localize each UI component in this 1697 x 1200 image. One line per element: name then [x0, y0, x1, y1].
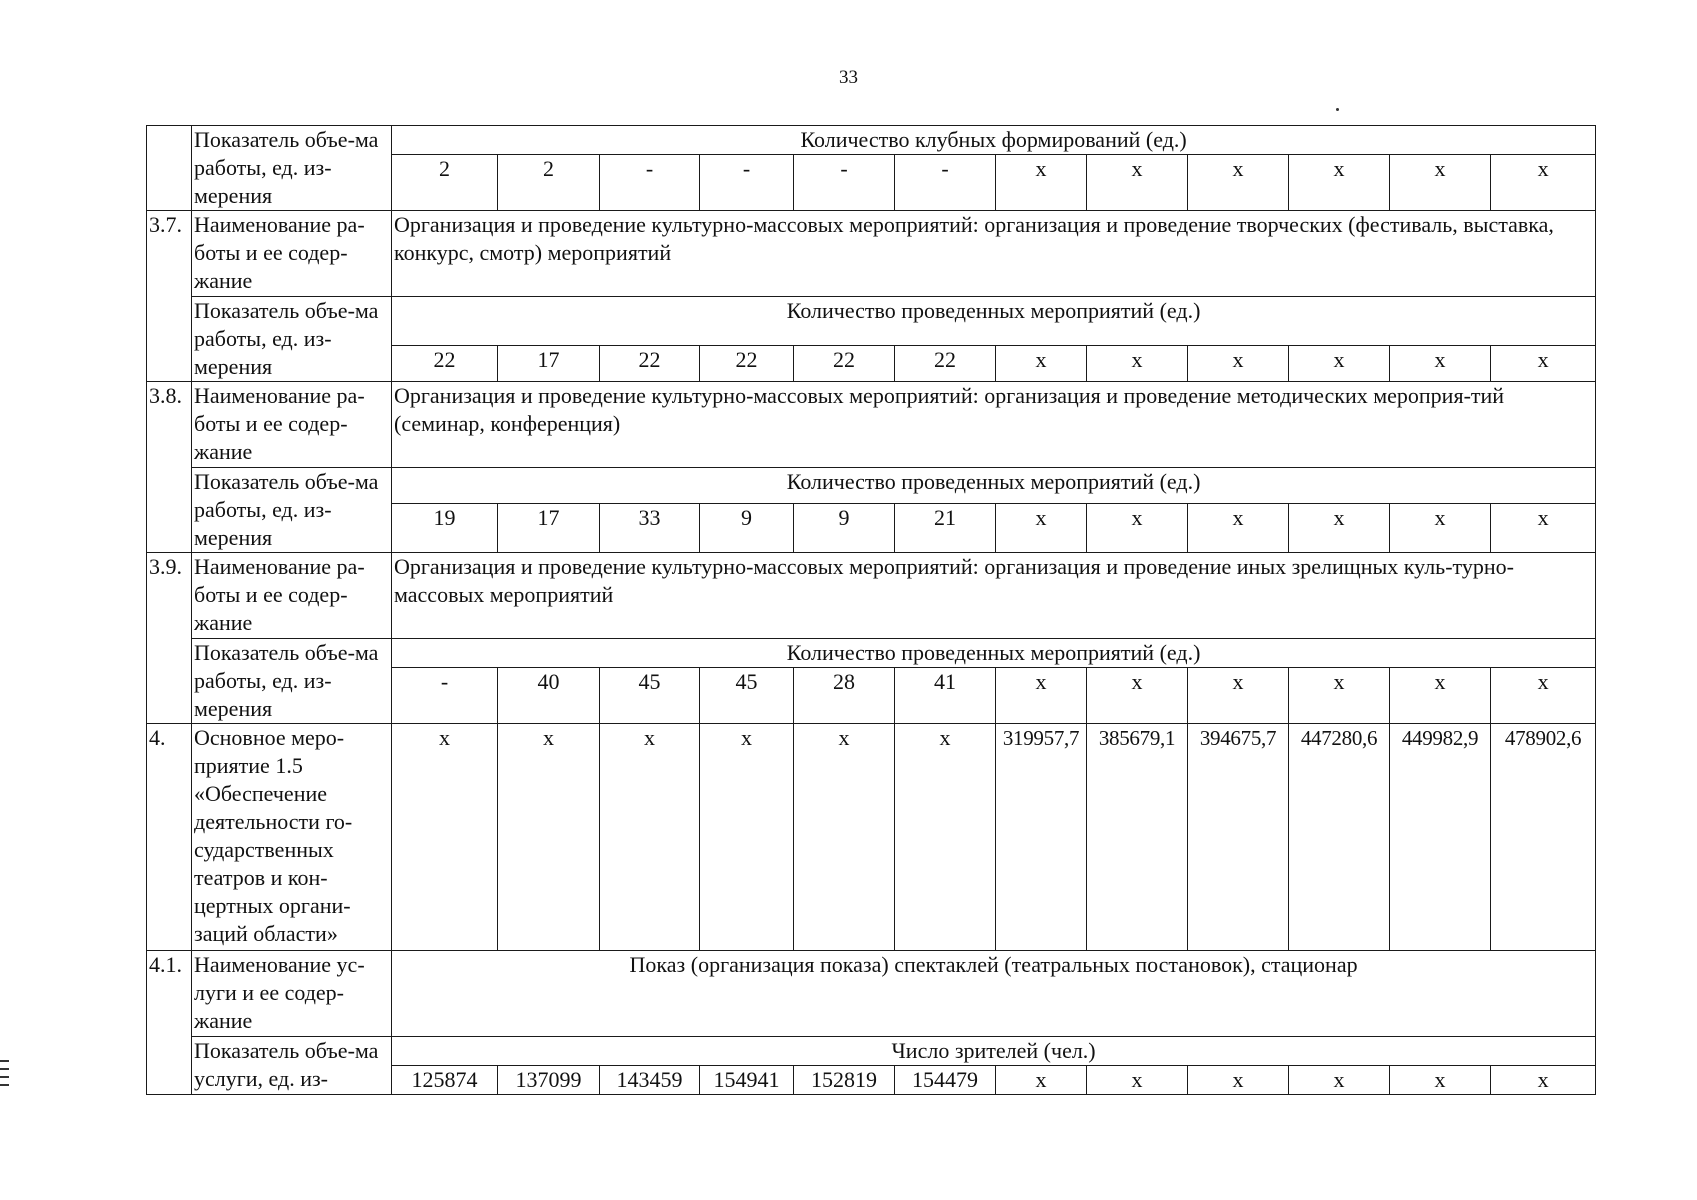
- value-cell: x: [1188, 504, 1289, 553]
- row-label: Показатель объе-ма работы, ед. из-мерения: [192, 297, 392, 382]
- value-cell: x: [1390, 155, 1491, 211]
- row-label: Наименование ус-луги и ее содер-жание: [192, 951, 392, 1037]
- row-label: Наименование ра-боты и ее содер-жание: [192, 553, 392, 639]
- value-cell: x: [1087, 345, 1188, 381]
- value-cell: x: [1289, 1066, 1390, 1095]
- value-cell: x: [498, 724, 600, 951]
- scan-dot: [1336, 108, 1339, 111]
- row-number-empty: [147, 126, 192, 211]
- value-cell: x: [1491, 504, 1596, 553]
- row-number: 3.8.: [147, 382, 192, 553]
- value-cell: 22: [600, 345, 700, 381]
- value-cell: 2: [498, 155, 600, 211]
- value-cell: x: [996, 504, 1087, 553]
- table-row: [147, 724, 1596, 951]
- value-cell: 45: [700, 668, 794, 724]
- row-label: Наименование ра-боты и ее содер-жание: [192, 382, 392, 468]
- value-cell: x: [1390, 345, 1491, 381]
- value-cell: x: [1289, 345, 1390, 381]
- value-cell: -: [895, 155, 996, 211]
- value-cell: x: [1289, 504, 1390, 553]
- page-number: 33: [839, 67, 858, 88]
- value-cell: 449982,9: [1390, 724, 1491, 951]
- value-cell: -: [392, 668, 498, 724]
- value-cell: -: [600, 155, 700, 211]
- value-cell: x: [1087, 504, 1188, 553]
- value-cell: x: [1491, 668, 1596, 724]
- value-cell: 17: [498, 345, 600, 381]
- indicator-name: Количество проведенных мероприятий (ед.): [392, 639, 1596, 668]
- value-cell: 28: [794, 668, 895, 724]
- table-row: [147, 639, 1596, 668]
- value-cell: x: [1289, 668, 1390, 724]
- value-cell: x: [1491, 1066, 1596, 1095]
- row-label: Показатель объе-ма работы, ед. из-мерения: [192, 126, 392, 211]
- value-cell: x: [392, 724, 498, 951]
- value-cell: x: [1289, 155, 1390, 211]
- table-row: [147, 553, 1596, 639]
- table-row: [147, 382, 1596, 468]
- value-cell: 447280,6: [1289, 724, 1390, 951]
- value-cell: 319957,7: [996, 724, 1087, 951]
- indicator-name: Число зрителей (чел.): [392, 1037, 1596, 1066]
- value-cell: 41: [895, 668, 996, 724]
- value-cell: 33: [600, 504, 700, 553]
- value-cell: x: [700, 724, 794, 951]
- table-row: [147, 1037, 1596, 1066]
- value-cell: 22: [392, 345, 498, 381]
- value-cell: 152819: [794, 1066, 895, 1095]
- work-content: Организация и проведение культурно-массовых мероприятий: организация и проведение методических мероприя-тий (семинар, конференция): [392, 382, 1596, 468]
- indicator-name: Количество клубных формирований (ед.): [392, 126, 1596, 155]
- value-cell: 17: [498, 504, 600, 553]
- value-cell: x: [996, 1066, 1087, 1095]
- value-cell: 394675,7: [1188, 724, 1289, 951]
- value-cell: x: [1390, 668, 1491, 724]
- indicator-name: Количество проведенных мероприятий (ед.): [392, 297, 1596, 346]
- value-cell: x: [1087, 668, 1188, 724]
- value-cell: x: [1188, 668, 1289, 724]
- indicator-name: Количество проведенных мероприятий (ед.): [392, 468, 1596, 504]
- table-row: [147, 211, 1596, 297]
- table-row: [147, 297, 1596, 346]
- value-cell: 385679,1: [1087, 724, 1188, 951]
- value-cell: x: [996, 155, 1087, 211]
- row-number: 4.1.: [147, 951, 192, 1095]
- value-cell: x: [600, 724, 700, 951]
- value-cell: 22: [794, 345, 895, 381]
- row-label: Наименование ра-боты и ее содер-жание: [192, 211, 392, 297]
- value-cell: 22: [700, 345, 794, 381]
- value-cell: 9: [700, 504, 794, 553]
- row-label: Показатель объе-ма работы, ед. из-мерения: [192, 639, 392, 724]
- value-cell: 478902,6: [1491, 724, 1596, 951]
- value-cell: x: [1491, 155, 1596, 211]
- row-label: Показатель объе-ма работы, ед. из-мерения: [192, 468, 392, 553]
- value-cell: 154941: [700, 1066, 794, 1095]
- value-cell: 154479: [895, 1066, 996, 1095]
- row-number: 3.7.: [147, 211, 192, 382]
- value-cell: 125874: [392, 1066, 498, 1095]
- value-cell: 22: [895, 345, 996, 381]
- value-cell: x: [1390, 1066, 1491, 1095]
- value-cell: 21: [895, 504, 996, 553]
- value-cell: 40: [498, 668, 600, 724]
- row-number: 3.9.: [147, 553, 192, 724]
- value-cell: x: [895, 724, 996, 951]
- table-row: [147, 126, 1596, 155]
- value-cell: x: [996, 668, 1087, 724]
- margin-marks: [0, 1060, 9, 1092]
- table-row: [147, 951, 1596, 1037]
- value-cell: 9: [794, 504, 895, 553]
- value-cell: x: [1188, 155, 1289, 211]
- value-cell: x: [1188, 1066, 1289, 1095]
- work-content: Организация и проведение культурно-массовых мероприятий: организация и проведение творческих (фестиваль, выставка, конкурс, смотр) мероприятий: [392, 211, 1596, 297]
- value-cell: -: [700, 155, 794, 211]
- value-cell: x: [794, 724, 895, 951]
- work-content: Организация и проведение культурно-массовых мероприятий: организация и проведение иных зрелищных куль-турно-массовых мероприятий: [392, 553, 1596, 639]
- table-row: [147, 468, 1596, 504]
- value-cell: 137099: [498, 1066, 600, 1095]
- value-cell: 143459: [600, 1066, 700, 1095]
- value-cell: 19: [392, 504, 498, 553]
- value-cell: x: [1188, 345, 1289, 381]
- row-label: Основное меро-приятие 1.5 «Обеспечение деятельности го-сударственных театров и кон-цертных органи-заций области»: [192, 724, 392, 951]
- value-cell: x: [1491, 345, 1596, 381]
- value-cell: x: [1087, 155, 1188, 211]
- service-content: Показ (организация показа) спектаклей (театральных постановок), стационар: [392, 951, 1596, 1037]
- value-cell: -: [794, 155, 895, 211]
- value-cell: x: [1390, 504, 1491, 553]
- row-label: Показатель объе-ма услуги, ед. из-: [192, 1037, 392, 1095]
- value-cell: 45: [600, 668, 700, 724]
- row-number: 4.: [147, 724, 192, 951]
- value-cell: 2: [392, 155, 498, 211]
- program-table: [146, 125, 1596, 1095]
- value-cell: x: [996, 345, 1087, 381]
- value-cell: x: [1087, 1066, 1188, 1095]
